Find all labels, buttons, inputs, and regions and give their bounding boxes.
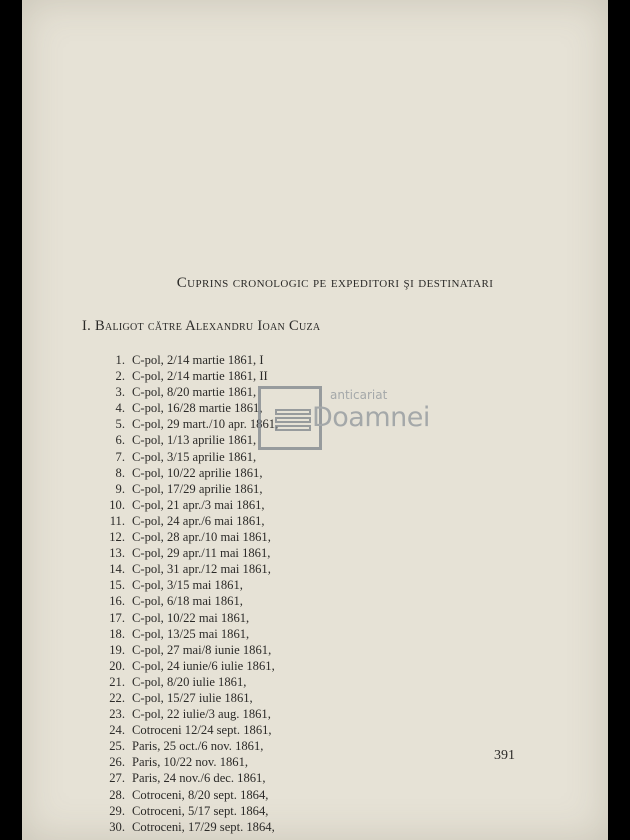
list-item xyxy=(92,770,352,786)
entry-text: C-pol, 31 apr./12 mai 1861, xyxy=(132,562,271,577)
entry-number: 19. xyxy=(109,642,125,657)
list-item xyxy=(92,642,352,658)
entry-text: C-pol, 22 iulie/3 aug. 1861, xyxy=(132,707,271,722)
entry-number: 11. xyxy=(109,513,125,528)
page-heading: Cuprins cronologic pe expeditori şi destinatari xyxy=(176,275,494,291)
entry-number: 22. xyxy=(109,690,125,705)
entry-number: 17. xyxy=(109,610,125,625)
list-item xyxy=(92,690,352,706)
entry-number: 21. xyxy=(109,674,125,689)
entry-number: 4. xyxy=(115,401,125,416)
entry-text: Paris, 25 oct./6 nov. 1861, xyxy=(132,739,264,754)
section-title: I. Baligot către Alexandru Ioan Cuza xyxy=(82,318,321,334)
list-item xyxy=(92,674,352,690)
entry-text: C-pol, 16/28 martie 1861, xyxy=(132,401,263,416)
entry-text: C-pol, 10/22 aprilie 1861, xyxy=(132,465,263,480)
list-item xyxy=(92,497,352,513)
watermark-small-text: anticariat xyxy=(330,388,388,402)
list-item xyxy=(92,787,352,803)
entry-number: 9. xyxy=(115,481,125,496)
entry-number: 14. xyxy=(109,562,125,577)
entry-text: C-pol, 6/18 mai 1861, xyxy=(132,594,243,609)
entry-number: 23. xyxy=(109,707,125,722)
list-item xyxy=(92,722,352,738)
entry-text: C-pol, 10/22 mai 1861, xyxy=(132,610,250,625)
entry-text: C-pol, 2/14 martie 1861, I xyxy=(132,353,264,367)
entry-number: 7. xyxy=(115,449,125,464)
watermark-logo xyxy=(258,384,430,454)
entry-number: 30. xyxy=(109,819,125,834)
entry-number: 18. xyxy=(109,626,125,641)
entry-text: Cotroceni, 17/29 sept. 1864, xyxy=(132,819,275,834)
entry-number: 12. xyxy=(109,530,125,545)
entry-text: Cotroceni, 5/17 sept. 1864, xyxy=(132,803,269,818)
entry-number: 8. xyxy=(115,465,125,480)
entry-number: 26. xyxy=(109,755,125,770)
list-item xyxy=(92,577,352,593)
entry-number: 16. xyxy=(109,594,125,609)
entry-text: Paris, 10/22 nov. 1861, xyxy=(132,755,249,770)
list-item xyxy=(92,610,352,626)
entry-text: C-pol, 29 apr./11 mai 1861, xyxy=(132,546,271,561)
entry-text: C-pol, 1/13 aprilie 1861, xyxy=(132,433,257,448)
entry-text: C-pol, 2/14 martie 1861, II xyxy=(132,369,268,384)
list-item xyxy=(92,352,352,368)
page-number: 391 xyxy=(494,748,515,763)
entry-text: C-pol, 21 apr./3 mai 1861, xyxy=(132,497,265,512)
entry-text: C-pol, 27 mai/8 iunie 1861, xyxy=(132,642,272,657)
list-item xyxy=(92,706,352,722)
list-item xyxy=(92,593,352,609)
list-item xyxy=(92,819,352,835)
list-item xyxy=(92,545,352,561)
entry-text: Cotroceni 12/24 sept. 1861, xyxy=(132,723,272,738)
entry-text: C-pol, 29 mart./10 apr. 1861, xyxy=(132,417,279,432)
list-item xyxy=(92,529,352,545)
entry-text: Paris, 24 nov./6 dec. 1861, xyxy=(132,771,266,786)
list-item xyxy=(92,626,352,642)
entry-text: C-pol, 8/20 iulie 1861, xyxy=(132,674,247,689)
entry-number: 10. xyxy=(109,497,125,512)
list-item xyxy=(92,561,352,577)
list-item xyxy=(92,803,352,819)
entry-number: 27. xyxy=(109,771,125,786)
entry-number: 6. xyxy=(115,433,125,448)
list-item xyxy=(92,513,352,529)
entry-text: C-pol, 17/29 aprilie 1861, xyxy=(132,481,263,496)
entry-text: C-pol, 24 apr./6 mai 1861, xyxy=(132,513,265,528)
entry-number: 5. xyxy=(115,417,125,432)
watermark-big-text: Doamnei xyxy=(312,402,430,433)
list-item xyxy=(92,754,352,770)
entry-number: 2. xyxy=(115,369,125,384)
entry-text: C-pol, 3/15 aprilie 1861, xyxy=(132,449,257,464)
entry-number: 3. xyxy=(115,385,125,400)
entry-number: 24. xyxy=(109,723,125,738)
entry-number: 1. xyxy=(115,353,125,367)
entry-number: 20. xyxy=(109,658,125,673)
entry-text: C-pol, 28 apr./10 mai 1861, xyxy=(132,530,271,545)
list-item xyxy=(92,658,352,674)
list-item xyxy=(92,738,352,754)
entry-text: Cotroceni, 8/20 sept. 1864, xyxy=(132,787,269,802)
entry-text: C-pol, 13/25 mai 1861, xyxy=(132,626,250,641)
entry-number: 25. xyxy=(109,739,125,754)
entry-number: 28. xyxy=(109,787,125,802)
list-item xyxy=(92,465,352,481)
entry-number: 29. xyxy=(109,803,125,818)
entry-text: C-pol, 8/20 martie 1861, xyxy=(132,385,257,400)
entry-text: C-pol, 15/27 iulie 1861, xyxy=(132,690,253,705)
entry-text: C-pol, 3/15 mai 1861, xyxy=(132,578,243,593)
book-page xyxy=(22,0,608,840)
entry-number: 15. xyxy=(109,578,125,593)
list-item xyxy=(92,368,352,384)
list-item xyxy=(92,481,352,497)
entry-text: C-pol, 24 iunie/6 iulie 1861, xyxy=(132,658,275,673)
entry-number: 13. xyxy=(109,546,125,561)
